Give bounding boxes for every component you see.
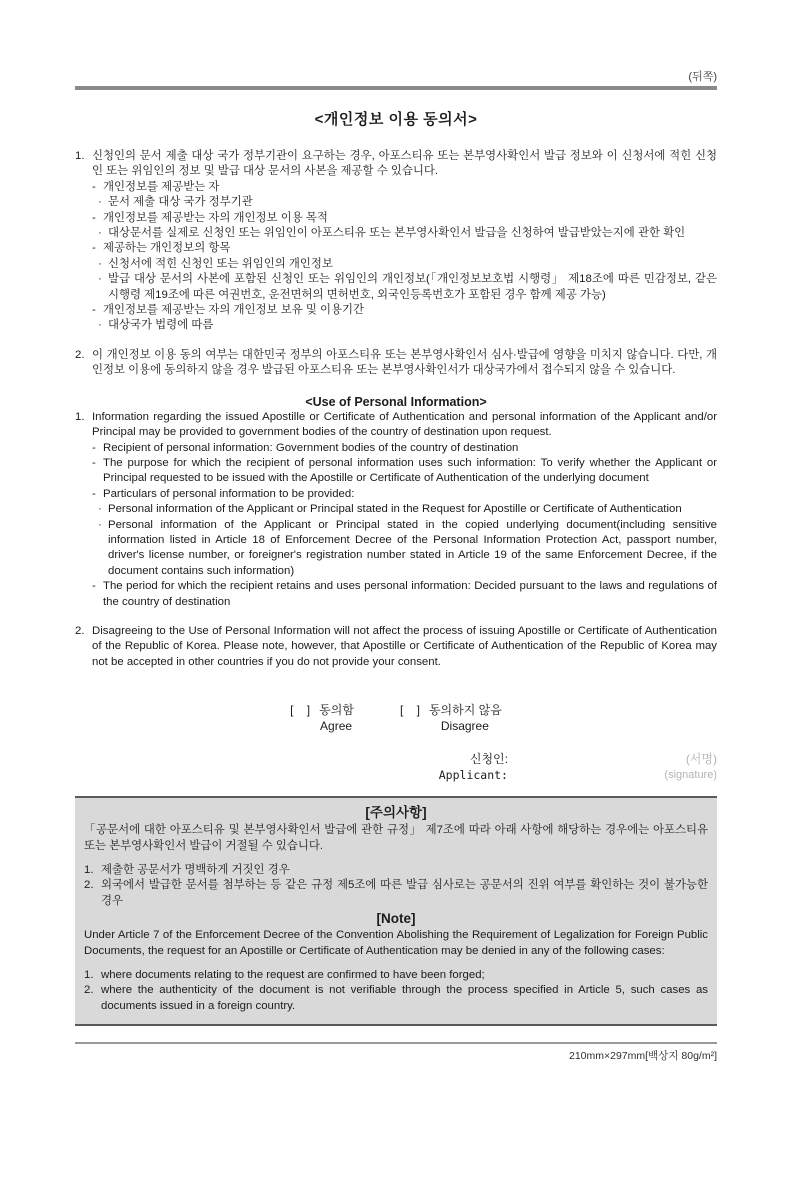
- list-item: [92, 257, 717, 272]
- korean-consent-section: [75, 149, 717, 379]
- item-number: 1.: [75, 150, 85, 162]
- notice-item-text: 외국에서 발급한 문서를 첨부하는 등 같은 규정 제5조에 따른 발급 심사로는 공문서의 진위 여부를 확인하는 것이 불가능한 경우: [101, 879, 708, 907]
- notice-item-text: 제출한 공문서가 명백하게 거짓인 경우: [101, 864, 290, 876]
- notice-item-text: where documents relating to the request are confirmed to have been forged;: [101, 969, 485, 982]
- agree-label-ko: 동의함: [319, 703, 354, 718]
- list-item: [92, 318, 717, 333]
- item-number: 2.: [84, 879, 94, 892]
- signature-block: [75, 751, 717, 783]
- list-item: [92, 502, 717, 517]
- korean-item-2-text: 이 개인정보 이용 동의 여부는 대한민국 정부의 아포스티유 또는 본부영사확인서 심사·발급에 영향을 미치지 않습니다. 다만, 개인정보 이용에 동의하지 않을 경우 발급된 아포스티유 또는 본부영사확인서가 대상국가에서 접수되지 않을 수 있습니다.: [92, 348, 717, 377]
- notice-box: [75, 796, 717, 1026]
- list-item: [92, 441, 717, 456]
- list-item: [92, 456, 717, 487]
- consent-choices: [75, 702, 717, 734]
- list-item-text: The purpose for which the recipient of personal information uses such information: To verify whether the Applicant or Principal requested to be issued with the Apostille or Certificate of Authentication of the underlying document: [103, 456, 717, 485]
- korean-item-2: [75, 348, 717, 379]
- list-item-text: 개인정보를 제공받는 자의 개인정보 이용 목적: [103, 211, 328, 224]
- list-item: [92, 195, 717, 210]
- list-item-text: 대상국가 법령에 따름: [108, 319, 214, 332]
- list-item-text: 제공하는 개인정보의 항목: [103, 242, 231, 255]
- list-item-text: 개인정보를 제공받는 자: [103, 180, 220, 193]
- page-title: <개인정보 이용 동의서>: [314, 111, 478, 128]
- list-item: [92, 303, 717, 318]
- list-item-text: 신청서에 적힌 신청인 또는 위임인의 개인정보: [108, 257, 333, 270]
- list-item: [92, 211, 717, 226]
- item-number: 2.: [75, 348, 85, 361]
- item-number: 1.: [84, 969, 94, 982]
- dash-bullet: -: [92, 456, 96, 469]
- dash-bullet: -: [92, 441, 96, 454]
- list-item-text: 개인정보를 제공받는 자의 개인정보 보유 및 이용기간: [103, 304, 365, 317]
- dot-bullet: ·: [98, 319, 102, 332]
- item-number: 1.: [75, 410, 85, 423]
- item-number: 2.: [75, 624, 85, 637]
- item-number: 2.: [84, 984, 94, 997]
- list-item: [92, 226, 717, 241]
- dot-bullet: ·: [98, 257, 102, 270]
- disagree-option[interactable]: [400, 702, 502, 734]
- dash-bullet: -: [92, 180, 96, 193]
- english-section-title: <Use of Personal Information>: [305, 394, 487, 409]
- list-item-text: 발급 대상 문서의 사본에 포함된 신청인 또는 위임인의 개인정보(「개인정보보호법 시행령」 제18조에 따른 민감정보, 같은 시행령 제19조에 따른 여권번호, 운전면허의 면허번호, 외국인등록번호가 포함된 경우 함께 제공 가능): [108, 273, 717, 301]
- dot-bullet: ·: [98, 518, 102, 531]
- disagree-label-en: Disagree: [440, 719, 489, 734]
- list-item: [92, 241, 717, 256]
- list-item: [92, 518, 717, 580]
- footer-divider: [75, 1042, 717, 1044]
- list-item-text: Personal information of the Applicant or Principal stated in the Request for Apostille or Certificate of Authentication: [108, 503, 682, 516]
- back-side-label: (뒤쪽): [688, 71, 717, 83]
- agree-label-en: Agree: [320, 719, 353, 734]
- notice-title-ko: [주의사항]: [365, 805, 427, 821]
- list-item: [92, 487, 717, 502]
- item-number: 1.: [84, 864, 94, 876]
- notice-title-en: [Note]: [376, 911, 416, 927]
- sign-hint-ko: (서명): [685, 752, 717, 767]
- dash-bullet: -: [92, 211, 96, 224]
- list-item-text: Personal information of the Applicant or Principal stated in the copied underlying document(including sensitive information listed in Article 18 of Enforcement Decree of the Personal Information Protection Act, passport number, driver's license number, or foreigner's registration number stated in Article 19 of the same Enforcement Decree, if the document contains such information): [108, 518, 717, 577]
- list-item: [92, 180, 717, 195]
- sign-hint-en: (signature): [664, 769, 717, 782]
- agree-option[interactable]: [290, 702, 354, 734]
- dot-bullet: ·: [98, 196, 102, 209]
- list-item-text: Recipient of personal information: Government bodies of the country of destination: [103, 441, 519, 454]
- notice-items-ko: [84, 863, 708, 909]
- list-item-text: 대상문서를 실제로 신청인 또는 위임인이 아포스티유 또는 본부영사확인서 발급을 신청하여 발급받았는지에 관한 확인: [108, 227, 686, 240]
- dash-bullet: -: [92, 304, 96, 317]
- notice-en-item-2: [84, 983, 708, 1014]
- list-item-text: 문서 제출 대상 국가 정부기관: [108, 196, 253, 209]
- dash-bullet: -: [92, 242, 96, 255]
- signature-field[interactable]: [508, 751, 717, 783]
- dash-bullet: -: [92, 580, 96, 593]
- notice-ko-item-1: [84, 863, 708, 878]
- document-page: [0, 68, 793, 1189]
- signature-labels: [439, 751, 508, 783]
- english-consent-section: [75, 410, 717, 671]
- notice-ko-item-2: [84, 878, 708, 909]
- notice-en-item-1: [84, 968, 708, 983]
- notice-intro-ko: 「공문서에 대한 아포스티유 및 본부영사확인서 발급에 관한 규정」 제7조에 따라 아래 사항에 해당하는 경우에는 아포스티유 또는 본부영사확인서 발급이 거절될 수 있습니다.: [84, 824, 708, 852]
- notice-item-text: where the authenticity of the document is not verifiable through the process specified in Article 5, such cases as documents issued in a foreign country.: [101, 984, 708, 1012]
- agree-checkbox[interactable]: [ ]: [290, 703, 311, 718]
- list-item-text: Particulars of personal information to be provided:: [103, 487, 355, 500]
- dot-bullet: ·: [98, 503, 102, 516]
- dot-bullet: ·: [98, 273, 102, 286]
- korean-item-1: [75, 149, 717, 334]
- disagree-checkbox[interactable]: [ ]: [399, 703, 420, 718]
- list-item: [92, 272, 717, 303]
- english-item-2-text: Disagreeing to the Use of Personal Information will not affect the process of issuing Apostille or Certificate of Authentication of the Republic of Korea. Please note, however, that Apostille or Certificate of Authentication of the Republic of Korea may not be accepted in other countries if you do not provide your consent.: [92, 624, 717, 668]
- english-item-1-text: Information regarding the issued Apostille or Certificate of Authentication and personal information of the Applicant and/or Principal may be provided to government bodies of the country of destination upon request.: [92, 410, 717, 439]
- list-item-text: The period for which the recipient retains and uses personal information: Decided pursuant to the laws and regulations of the country of destination: [103, 580, 717, 608]
- korean-item-1-text: 신청인의 문서 제출 대상 국가 정부기관이 요구하는 경우, 아포스티유 또는 본부영사확인서 발급 정보와 이 신청서에 적힌 신청인 또는 위임인의 정보 및 발급 대상 문서의 사본을 제공할 수 있습니다.: [92, 150, 717, 178]
- english-item-1: [75, 410, 717, 610]
- paper-spec-label: 210mm×297mm[백상지 80g/m²]: [568, 1050, 717, 1063]
- notice-items-en: [84, 968, 708, 1014]
- notice-intro-en: Under Article 7 of the Enforcement Decree of the Convention Abolishing the Requirement of Legalization for Foreign Public Documents, the request for an Apostille or Certificate of Authentication may be denied in any of the following cases:: [84, 929, 708, 957]
- top-divider: [75, 86, 717, 90]
- applicant-label-ko: 신청인:: [469, 752, 508, 767]
- english-item-2: [75, 624, 717, 670]
- list-item: [92, 579, 717, 610]
- dot-bullet: ·: [98, 227, 102, 240]
- dash-bullet: -: [92, 487, 96, 500]
- disagree-label-ko: 동의하지 않음: [428, 703, 502, 718]
- applicant-label-en: Applicant:: [438, 768, 508, 783]
